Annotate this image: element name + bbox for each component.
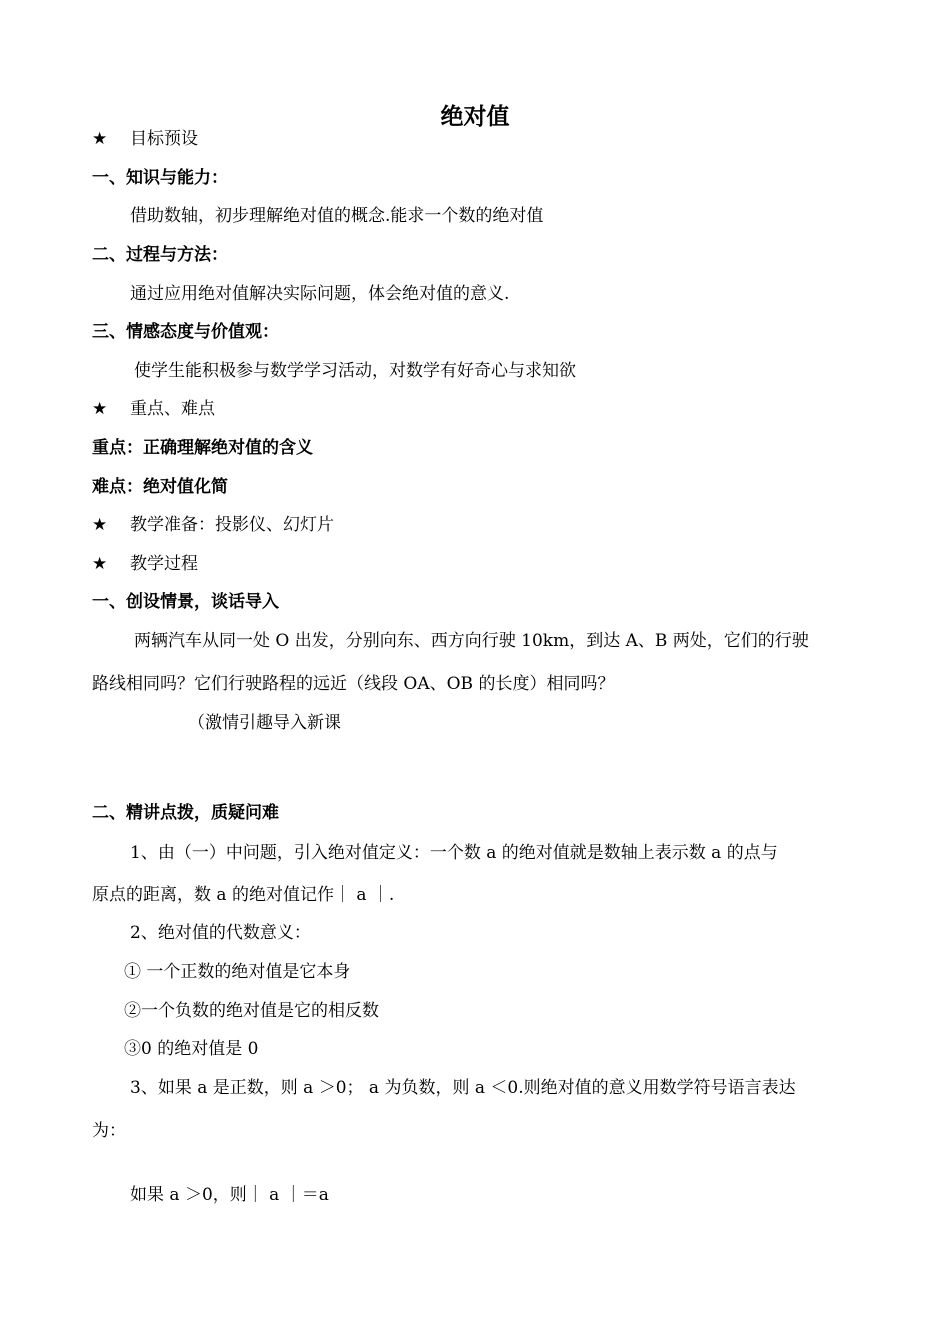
text-intro-2: 路线相同吗？它们行驶路程的远近（线段 OA、OB 的长度）相同吗？ — [92, 674, 615, 694]
star-icon: ★ — [92, 129, 108, 149]
goals-heading: 目标预设 — [130, 129, 198, 149]
keypoints-heading: 重点、难点 — [130, 399, 215, 419]
star-icon: ★ — [92, 515, 108, 535]
section-preparation — [92, 514, 862, 536]
section-goals — [92, 128, 862, 150]
section-procedure — [92, 553, 862, 575]
heading-attitude: 三、情感态度与价值观： — [92, 322, 279, 342]
text-key-point: 重点：正确理解绝对值的含义 — [92, 438, 313, 458]
procedure-heading: 教学过程 — [130, 554, 198, 574]
text-rule-3: ③0 的绝对值是 0 — [124, 1039, 259, 1059]
document-title: 绝对值 — [440, 104, 510, 130]
text-sign-2: 为： — [92, 1121, 126, 1141]
text-process: 通过应用绝对值解决实际问题，体会绝对值的意义. — [130, 284, 510, 304]
preparation-text: 教学准备：投影仪、幻灯片 — [130, 515, 334, 535]
section-keypoints — [92, 398, 862, 420]
text-knowledge: 借助数轴，初步理解绝对值的概念.能求一个数的绝对值 — [130, 206, 544, 226]
text-sign-1: 3、如果 a 是正数，则 a ＞0； a 为负数，则 a ＜0.则绝对值的意义用数学符号语言表达 — [130, 1078, 796, 1098]
text-intro-1: 两辆汽车从同一处 O 出发，分别向东、西方向行驶 10km，到达 A、B 两处，它们的行驶 — [134, 631, 809, 651]
heading-intro: 一、创设情景，谈话导入 — [92, 592, 279, 612]
star-icon: ★ — [92, 554, 108, 574]
text-definition-2: 原点的距离，数 a 的绝对值记作｜ a ｜. — [92, 885, 395, 905]
heading-process: 二、过程与方法： — [92, 245, 228, 265]
text-rule-1: ① 一个正数的绝对值是它本身 — [124, 962, 351, 982]
heading-explain: 二、精讲点拨，质疑问难 — [92, 803, 279, 823]
text-attitude: 使学生能积极参与数学学习活动，对数学有好奇心与求知欲 — [134, 361, 576, 381]
text-difficulty: 难点：绝对值化简 — [92, 477, 228, 497]
heading-knowledge: 一、知识与能力： — [92, 168, 228, 188]
text-rule-2: ②一个负数的绝对值是它的相反数 — [124, 1001, 379, 1021]
star-icon: ★ — [92, 399, 108, 419]
text-algebraic-heading: 2、绝对值的代数意义： — [130, 923, 311, 943]
text-if-positive: 如果 a ＞0，则｜ a ｜＝a — [130, 1185, 329, 1205]
text-definition-1: 1、由（一）中问题，引入绝对值定义：一个数 a 的绝对值就是数轴上表示数 a 的点与 — [130, 843, 778, 863]
text-intro-note: （激情引趣导入新课 — [188, 713, 341, 733]
